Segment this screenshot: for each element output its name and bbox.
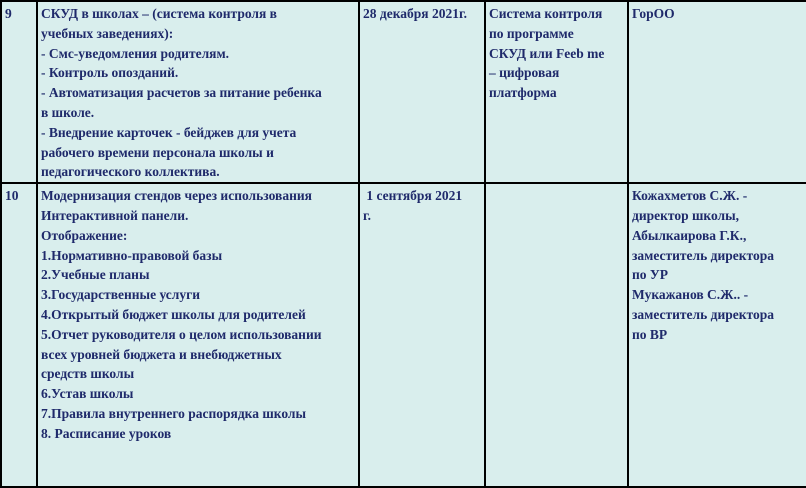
row-number-cell: [1, 183, 37, 487]
form-line: СКУД или Feeb me: [489, 45, 605, 61]
event-line: учебных заведениях):: [41, 25, 174, 41]
row-number: 9: [5, 6, 12, 21]
responsible-line: ГорОО: [632, 6, 675, 21]
event-line: педагогического коллектива.: [41, 164, 220, 180]
form-cell: [485, 183, 628, 487]
deadline-line: 1 сентября 2021: [363, 188, 463, 204]
event-line: - Контроль опозданий.: [41, 65, 179, 81]
responsible-line: Кожахметов С.Ж. -: [632, 188, 748, 204]
responsible-line: по УР: [632, 267, 669, 283]
event-line: 2.Учебные планы: [41, 267, 150, 283]
event-line: 5.Отчет руководителя о целом использовании: [41, 326, 322, 342]
row-number-cell: [1, 1, 37, 183]
deadline-cell: [359, 1, 485, 183]
responsible-line: заместитель директора: [632, 247, 774, 263]
event-line: - Автоматизация расчетов за питание ребенка: [41, 85, 322, 101]
event-line: Интерактивной панели.: [41, 207, 189, 223]
event-line: - Внедрение карточек - бейджев для учета: [41, 124, 297, 140]
table-row: [1, 1, 806, 183]
responsible-cell: [628, 183, 806, 487]
event-line: Отображение:: [41, 227, 128, 243]
event-line: Модернизация стендов через использования: [41, 188, 312, 204]
responsible-line: заместитель директора: [632, 306, 774, 322]
event-line: 6.Устав школы: [41, 386, 134, 402]
responsible-line: Абылкаирова Г.К.,: [632, 227, 747, 243]
event-line: - Смс-уведомления родителям.: [41, 45, 230, 61]
event-line: 1.Нормативно-правовой базы: [41, 247, 223, 263]
responsible-line: Мукажанов С.Ж.. -: [632, 287, 749, 303]
event-line: средств школы: [41, 366, 135, 382]
event-line: 8. Расписание уроков: [41, 425, 172, 441]
event-cell: [37, 183, 359, 487]
event-line: всех уровней бюджета и внебюджетных: [41, 346, 282, 362]
deadline-line: г.: [363, 207, 371, 223]
event-line: 7.Правила внутреннего распорядка школы: [41, 405, 307, 421]
form-line: Система контроля: [489, 6, 603, 21]
event-line: 3.Государственные услуги: [41, 287, 201, 303]
row-number: 10: [5, 188, 19, 204]
event-line: СКУД в школах – (система контроля в: [41, 6, 277, 21]
responsible-line: по ВР: [632, 326, 668, 342]
deadline-line: 28 декабря 2021г.: [363, 6, 467, 21]
form-line: платформа: [489, 85, 557, 101]
table-row: [1, 183, 806, 487]
deadline-cell: [359, 183, 485, 487]
event-line: в школе.: [41, 104, 95, 120]
event-line: 4.Открытый бюджет школы для родителей: [41, 306, 306, 322]
form-line: – цифровая: [489, 65, 560, 81]
event-line: рабочего времени персонала школы и: [41, 144, 274, 160]
event-cell: [37, 1, 359, 183]
responsible-cell: [628, 1, 806, 183]
form-cell: [485, 1, 628, 183]
responsible-line: директор школы,: [632, 207, 740, 223]
form-line: по программе: [489, 25, 574, 41]
